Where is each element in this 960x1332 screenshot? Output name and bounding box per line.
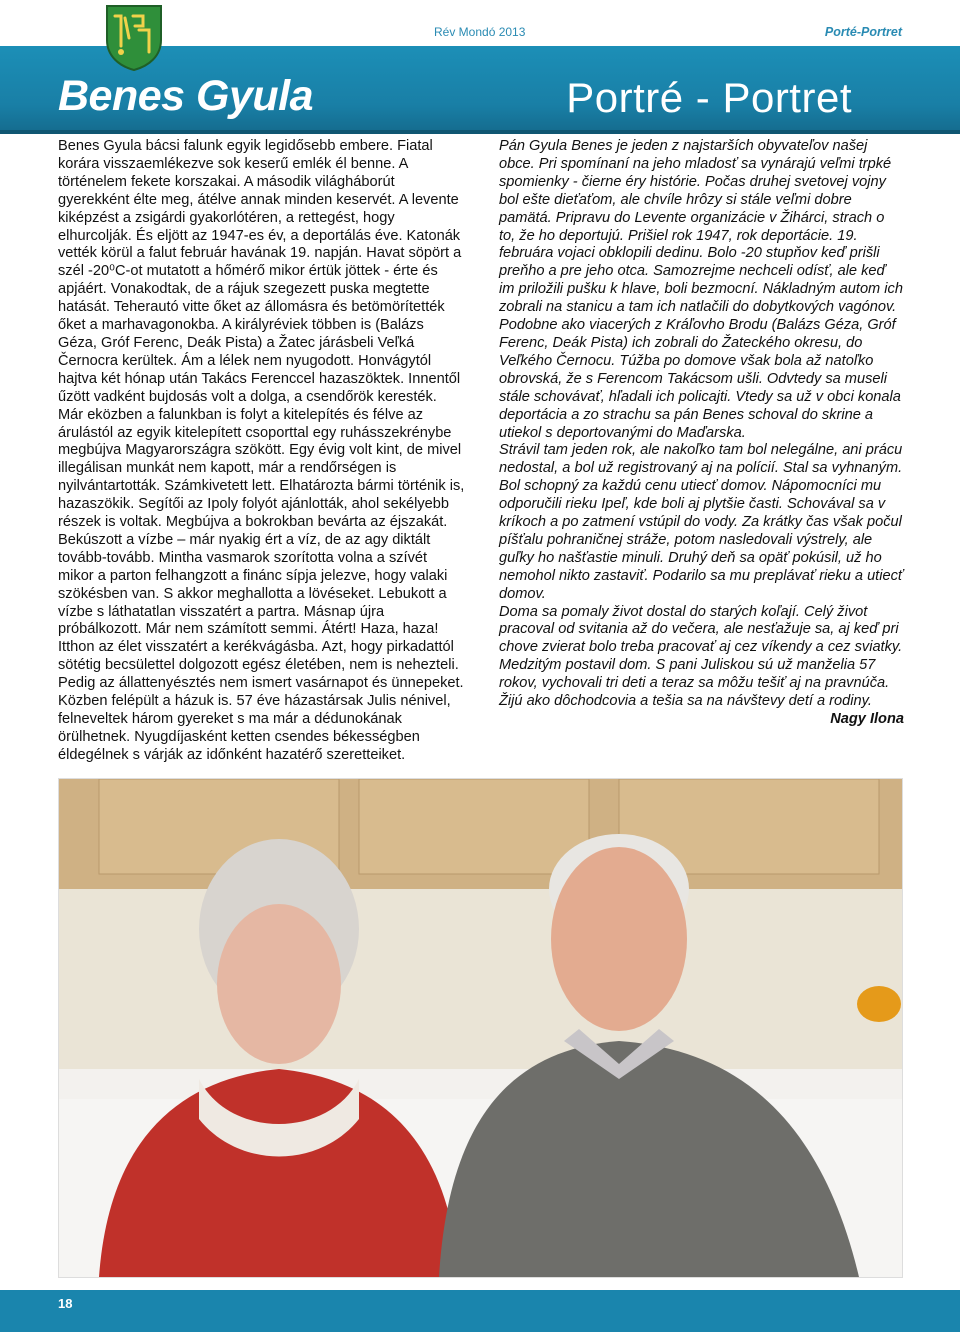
slovak-paragraph-1: Pán Gyula Benes je jeden z najstarších obyvateľov našej obce. Pri spomínaní na jeho mladosť sa vynárajú veľmi trpké spomienky - čierne éry histórie. Počas druhej svetovej vojny bol ešte dieťaťom, ale chvíle hrôzy si stále veľmi dobre pamätá. Pripravu do Levente organizácie v Žihárci, strach o to, že ho deportujú. Prišiel rok 1947, rok deportácie. 19. februára vojaci obklopili dedinu. Bolo -20 stupňov keď prišli preňho a pre jeho otca. Samozrejme nechceli odísť, ale keď im priložili pušku k hlave, boli bezmocní. Nákladným autom ich zobrali na stanicu a tam ich natlačili do dobytkových vagónov. Podobne ako viacerých z Kráľovho Brodu (Balázs Géza, Gróf Ferenc, Deák Pista) ich zobrali do Žateckého okresu, do Veľkého Černocu. Túžba po domove však bola až natoľko obrovská, že s Ferencom Takácsom ušli. Odvtedy sa museli stále schovávať, hľadali ich policajti. Vtedy sa už v obci konala deportácia a zo strachu sa pán Benes schoval do skrine a utiekol s deportovanými do Maďarska. [499, 138, 903, 441]
article-title: Benes Gyula [58, 72, 313, 120]
section-title: Portré - Portret [566, 74, 852, 121]
village-coat-of-arms-icon [103, 2, 165, 72]
footer-band [0, 1290, 960, 1332]
couple-photo-illustration [59, 779, 902, 1277]
hungarian-article-column [58, 138, 466, 765]
author-name: Nagy Ilona [830, 711, 904, 727]
slovak-paragraph-3: Doma sa pomaly život dostal do starých koľají. Celý život pracoval od svitania až do večera, ale nesťažuje sa, aj keď pri chove zvierat bolo treba pracovať aj cez víkendy a cez sviatky. Medzitým postavil dom. S pani Juliskou sú už manželia 57 rokov, vychovali tri deti a teraz sa môžu tešiť aj na pravnúča. Žijú ako dôchodcovia a tešia sa na návštevy detí a rodiny. [499, 603, 903, 710]
page-number: 18 [58, 1296, 73, 1311]
issue-label: Rév Mondó 2013 [434, 25, 526, 39]
section-tag: Porté-Portret [824, 25, 902, 39]
slovak-paragraph-2: Strávil tam jeden rok, ale nakoľko tam bol nelegálne, ani prácu nedostal, a bol už registrovaný aj na polícií. Stal sa vyhnaným. Bol schopný za každú cenu utiecť domov. Nápomocníci mu odporučili rieku Ipeľ, kde boli aj plytšie časti. Schovával sa v kríkoch a po zatmení vstúpil do vody. Za krátky čas však počul píšťalu pohraničnej stráže, potom nasledovali výstrely, ale guľky ho našťastie minuli. Druhý deň sa opäť pokúsil, už ho nemohol nikto zastaviť. Podarilo sa mu preplávať rieku a utiecť domov. [499, 442, 904, 602]
couple-photo [58, 778, 903, 1278]
hungarian-paragraph: Benes Gyula bácsi falunk egyik legidősebb embere. Fiatal korára visszaemlékezve sok keserű emlék él benne. A történelem fekete korszakai. A második világháborút gyerekként élte meg, átélve annak minden keservét. A levente kiképzést a zsigárdi gyakorlótéren, a rettegést, hogy elhurcolják. És eljött az 1947-es év, a deportálás éve. Katonák vették körül a falut február havának 19. napján. Havat söpört a szél -20⁰C-ot mutatott a hőmérő mikor értük jöttek - érte és apjáért. Vonakodtak, de a rájuk szegezett puska megtette hatását. Teherautó vitte őket az állomásra és betömörítették őket a marhavagonokba. A királyréviek többen is (Balázs Géza, Gróf Ferenc, Deák Pista) a Žatec járásbeli Veľká Černocra kerültek. Ám a lélek nem nyugodott. Honvágytól hajtva két hónap után Takács Ferenccel hazaszöktek. Innentől űzött vadként bujdosás volt a dolga, a csendőrök keresték. Már eközben a falunkban is folyt a kitelepítés és félve az árulástól az egyik kitelepített csoporttal egy ruhásszekrénybe megbújva Magyarországra szökött. Egy évig volt kint, de mivel illegálisan munkát nem kapott, már a rendőrségen is nyilvántartották. Számkivetett lett. Elhatározta bármi történik is, hazaszökik. Segítői az Ipoly folyót ajánlották, ahol sekélyebb részek is voltak. Megbújva a bokrokban bevárta az éjszakát. Bekúszott a vízbe – már nyakig ért a víz, de az agy diktált tovább-tovább. Mintha vasmarok szorította volna a szívét mikor a parton felhangzott a finánc sípja jelezve, hogy valaki szökésben van. S akkor meghallotta a lövéseket. Lebukott a vízbe s láthatatlan visszatért a partra. Másnap újra próbálkozott. Már nem számított semmi. Átért! Haza, haza! Itthon az élet visszatért a kerékvágásba. Azt, hogy pirkadattól sötétig becsülettel dolgozott egész életében, nem is nehezteli. Pedig az állattenyésztés nem ismert vasárnapot és ünnepeket. Közben felépült a házuk is. 57 éve házastársak Julis nénivel, felneveltek három gyereket s ma már a dédunokának örülhetnek. Nyugdíjasként ketten csendes békességben éldegélnek s várják az időnként hazatérő szeretteiket. [58, 138, 465, 763]
slovak-article-column [499, 138, 904, 729]
